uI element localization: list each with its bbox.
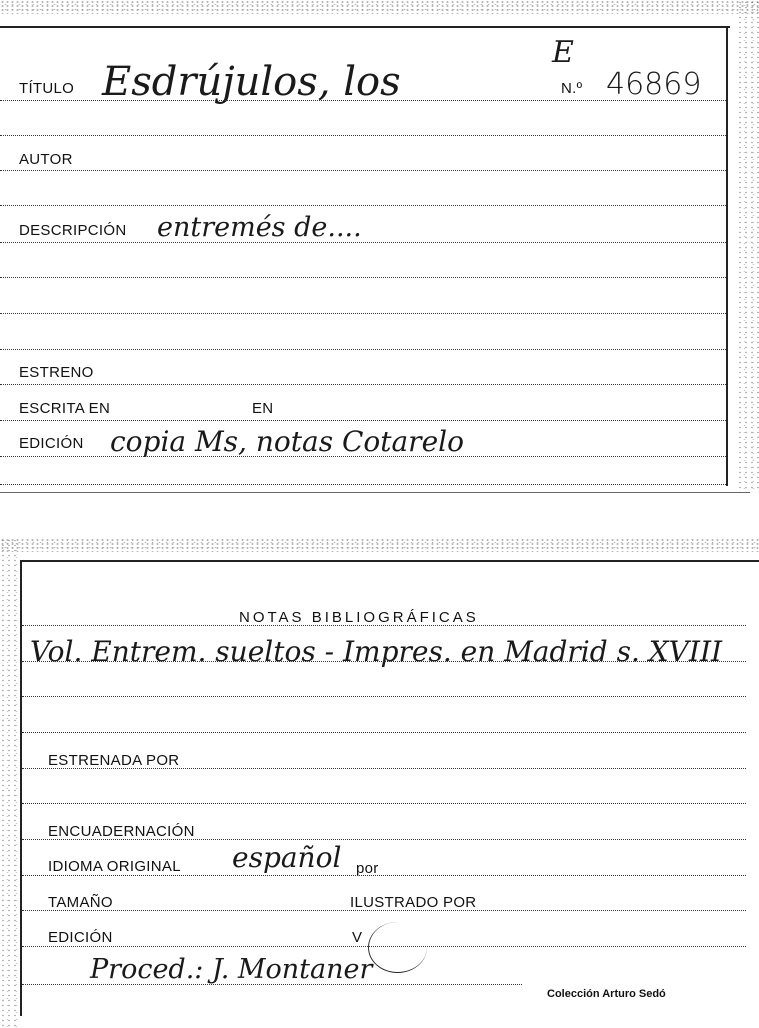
card-top-border [0,26,730,28]
notas-rule [22,625,746,626]
blank-rule [22,696,746,697]
notas-value-rule [22,661,746,662]
escrita-rule [0,420,726,421]
blank-rule [22,732,746,733]
por-label: por [356,860,379,877]
bottom-rule [0,484,726,485]
blank-rule [0,205,726,206]
blank-rule [22,803,746,804]
titulo-rule [0,100,726,101]
v-label: V [352,929,363,946]
collection-credit: Colección Arturo Sedó [547,988,666,1000]
blank-rule [0,135,726,136]
edicion-label: EDICIÓN [19,435,84,452]
estreno-rule [0,384,726,385]
scan-edge-right [737,0,759,492]
edicion-value: copia Ms, notas Cotarelo [110,425,464,458]
blank-rule [0,349,726,350]
estrenada-label: ESTRENADA POR [48,752,180,769]
idioma-rule [22,875,746,876]
en-label: EN [252,400,274,417]
scan-edge-left [0,538,20,1028]
card-right-border [726,26,728,486]
blank-rule [0,277,726,278]
catalog-card-front [0,0,759,492]
proced-rule [22,984,522,985]
catalog-card-back [0,538,759,1028]
notas-value: Vol. Entrem. sueltos - Impres. en Madrid s. XVIII [30,635,723,668]
autor-label: AUTOR [19,151,73,168]
autor-rule [0,170,726,171]
card-separator [0,492,750,493]
edicion-rule [22,946,746,947]
encuadernacion-label: ENCUADERNACIÓN [48,823,195,840]
scan-edge-top [0,538,759,552]
descripcion-label: DESCRIPCIÓN [19,222,127,239]
numero-value: 46869 [606,67,702,102]
descripcion-rule [0,242,726,243]
estreno-label: ESTRENO [19,364,94,381]
ilustrado-label: ILUSTRADO POR [350,894,477,911]
card-left-border [20,560,22,1016]
descripcion-value: entremés de.... [157,212,362,243]
proced-value: Proced.: J. Montaner [90,954,373,985]
idioma-value: español [232,841,342,874]
stamp-mark [368,922,427,973]
idioma-label: IDIOMA ORIGINAL [48,858,181,875]
escrita-label: ESCRITA EN [19,400,111,417]
estrenada-rule [22,768,746,769]
notas-label: NOTAS BIBLIOGRÁFICAS [239,609,479,626]
blank-rule [0,313,726,314]
letter-mark: E [552,35,574,70]
scan-edge-top [0,0,759,14]
edicion-label: EDICIÓN [48,929,113,946]
numero-label: N.º [561,80,583,97]
encuadernacion-rule [22,839,746,840]
tamano-label: TAMAÑO [48,894,113,911]
titulo-label: TÍTULO [19,80,75,97]
card-top-border [20,560,759,562]
titulo-value: Esdrújulos, los [102,59,401,105]
edicion-rule [0,456,726,457]
tamano-rule [22,910,746,911]
